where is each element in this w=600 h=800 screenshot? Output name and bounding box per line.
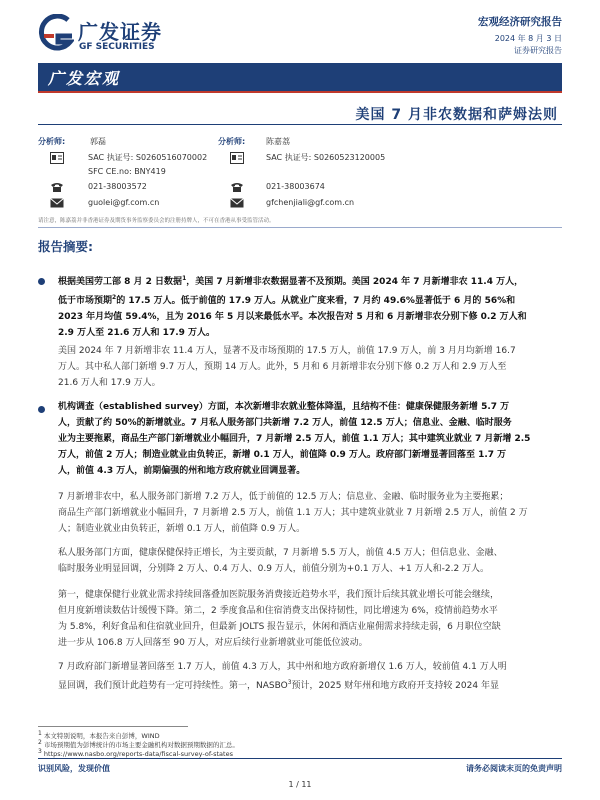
paragraph-1: 美国 2024 年 7 月新增非农 11.4 万人，显著不及市场预期的 17.5 万人，前值 17.9 万人，前 3 月月均新增 16.7 万人。其中私人部门新增 9.7 万人，预期 14 万人。此外，5 月和 6 月新增非农分别下修 0.2 万人和 2.9 万人至 21.6 万人和 17.9 万人。	[58, 346, 516, 388]
report-title: 美国 7 月非农数据和萨姆法则	[355, 107, 558, 123]
analyst-name: 郭磊	[90, 137, 106, 146]
summary-bullet-2: 机构调查（established survey）方面，本次新增非农就业整体降温，且结构不佳：健康保健服务新增 5.7 万 人，贡献了约 50%的新增就业。7 月私人服务部门共新增 7.2 万人，前值 12.5 万人；信息业、金融、临时服务 业为主要拖累，商品生产部门新增就业小幅回升，7 月新增 2.5 万人，前值 1.1 万人；其中建筑业就业 7 月新增 2.5 万人，前值 2 万人；制造业就业由负转正，新增 0.1 万人，前值降 0.9 万人。政府部门新增显著回落至 1.7 万 人，前值 4.3 万人，前期偏强的州和地方政府就业回调显著。	[58, 402, 531, 476]
report-dept: 证券研究报告	[514, 46, 562, 55]
analyst-1-phone: 021-38003572	[88, 182, 147, 191]
section-title: 报告摘要:	[38, 239, 93, 254]
band-label: 广发宏观	[48, 69, 121, 88]
footer-disclaimer-link: 请务必阅读末页的免责声明	[466, 764, 562, 773]
footnote-3[interactable]: $^3$ https://www.nasbo.org/reports-data/fiscal-survey-of-states	[38, 748, 233, 759]
paragraph-5: 7 月政府部门新增显著回落至 1.7 万人，前值 4.3 万人，其中州和地方政府新增仅 1.6 万人，较前值 4.1 万人明 显回调，我们预计此趋势有一定可持续性。第一，NASBO$^3$预计，2025 财年州和地方政府开支持较 2024 年显	[58, 662, 507, 691]
analyst-2-email[interactable]: gfchenjiali@gf.com.cn	[266, 198, 355, 207]
report-date: 2024 年 8 月 3 日	[494, 34, 562, 43]
phone-icon	[50, 181, 64, 193]
footnote-1: $^1$ 本文特别说明，本报告来自彭博，WIND	[38, 730, 160, 741]
paragraph-2: 7 月新增非农中，私人服务部门新增 7.2 万人，低于前值的 12.5 万人；信息业、金融、临时服务业为主要拖累； 商品生产部门新增就业小幅回升，7 月新增 2.5 万人，前值 1.1 万人；其中建筑业就业 7 月新增 2.5 万人，前值 2 万 人；制造业就业由负转正，新增 0.1 万人，前值降 0.9 万人。	[58, 492, 528, 534]
report-type: 宏观经济研究报告	[478, 16, 562, 28]
brand-logo	[38, 14, 198, 56]
id-card-icon	[50, 152, 64, 164]
id-card-icon	[230, 152, 244, 164]
footer-rule	[38, 758, 562, 759]
bullet-dot	[38, 278, 45, 285]
phone-icon	[230, 181, 244, 193]
header-meta	[478, 14, 562, 57]
analyst-1-email[interactable]: guolei@gf.com.cn	[88, 198, 160, 207]
paragraph-3: 私人服务部门方面，健康保健保持正增长，为主要贡献，7 月新增 5.5 万人，前值 4.5 万人；但信息业、金融、 临时服务业明显回调，分别降 2 万人、0.4 万人、0.9 万人，前值分别为+0.1 万人、+1 万人和-2.2 万人。	[58, 548, 503, 574]
analyst-2-phone: 021-38003674	[266, 182, 325, 191]
analyst-role-label: 分析师:	[38, 137, 66, 146]
analyst-2	[218, 136, 290, 147]
summary-bullet-1: 根据美国劳工部 8 月 2 日数据$^1$，美国 7 月新增非农数据显著不及预期。美国 2024 年 7 月新增非农 11.4 万人， 低于市场预期$^2$的 17.5 万人。低于前值的 17.9 万人。从就业广度来看，7 月约 49.6%显著低于 6 月的 56%和 2023 年月均值 59.4%，且为 2016 年 5 月以来最低水平。本次报告对 5 月和 6 月新增非农分别下修 0.2 万人和 2.9 万人至 21.6 万人和 17.9 万人。	[58, 275, 527, 338]
disclaimer-note: 请注意，陈嘉荔并非香港证券及期货事务监察委员会的注册持牌人，不可在香港从事受监管活动。	[38, 218, 275, 224]
paragraph-4: 第一，健康保健行业就业需求持续回落叠加医院服务消费接近趋势水平，我们预计后续其就业增长可能会继续， 但月度新增读数估计缓慢下降。第二，2 季度食品和住宿消费支出保持韧性，同比增速为 6%，疫情前趋势水平 为 5.8%，利好食品和住宿就业回升，但最新 JOLTS 报告显示，休闲和酒店业雇佣需求持续走弱，6 月职位空缺 进一步从 106.8 万人回落至 90 万人，对应后续行业新增就业可能低位波动。	[58, 590, 501, 648]
brand-name-cn: 广发证券	[78, 20, 162, 44]
title-rule	[38, 124, 562, 125]
email-icon	[50, 197, 64, 209]
analyst-2-sac: SAC 执证号: S0260523120005	[266, 153, 386, 162]
page-number: 1 / 11	[288, 780, 312, 789]
email-icon	[230, 197, 244, 209]
band-stripe	[38, 91, 562, 93]
analyst-1-sfc: SFC CE.no: BNY419	[88, 167, 166, 176]
brand-name-en: GF SECURITIES	[79, 42, 155, 52]
analyst-name: 陈嘉荔	[266, 137, 290, 146]
footnote-2: $^2$ 市场预期值为彭博统计的市场主要金融机构对数据预期数据的汇总。	[38, 739, 239, 750]
bullet-dot	[38, 406, 45, 413]
footnote-rule	[38, 726, 188, 727]
analyst-1	[38, 136, 106, 147]
analyst-role-label: 分析师:	[218, 137, 246, 146]
gf-logo-icon	[38, 14, 74, 54]
analyst-rule	[38, 227, 562, 228]
section-band	[38, 63, 562, 91]
analyst-1-sac: SAC 执证号: S0260516070002	[88, 153, 208, 162]
footer-slogan: 识别风险，发现价值	[38, 764, 110, 773]
